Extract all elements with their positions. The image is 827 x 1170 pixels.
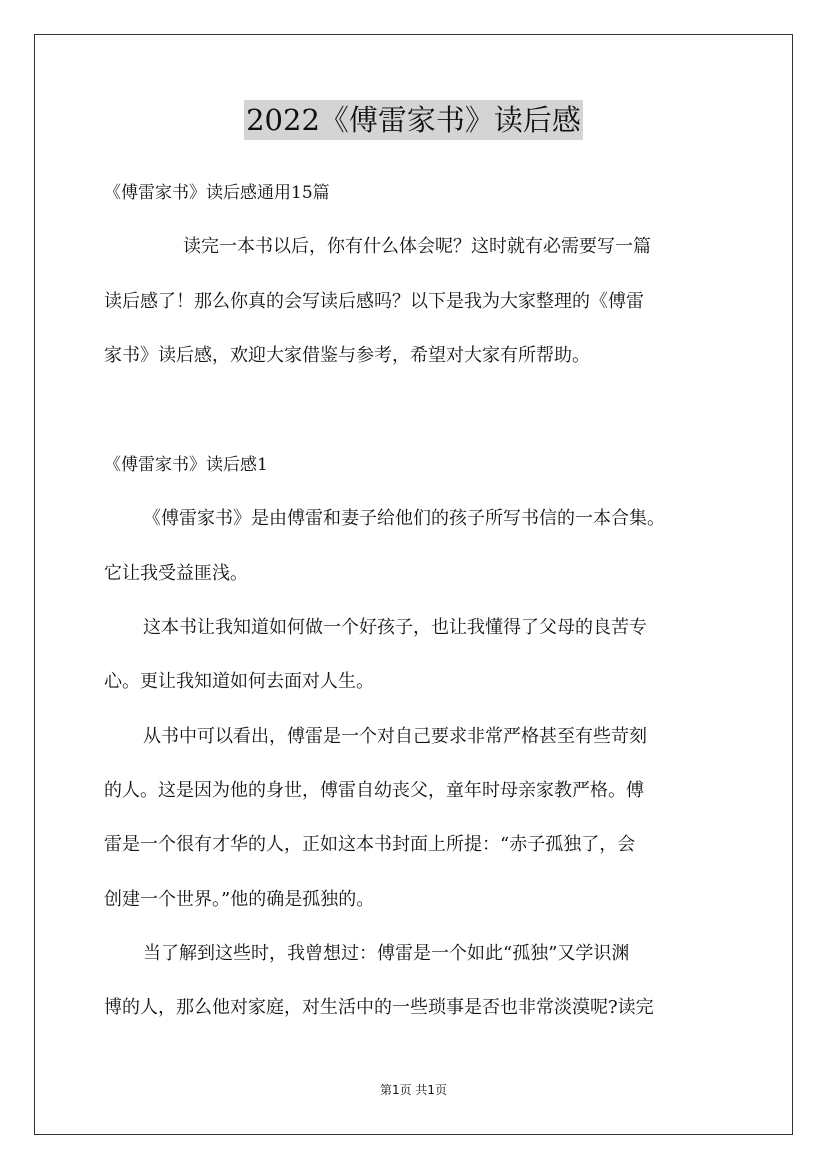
- intro-line: 家书》读后感，欢迎大家借鉴与参考，希望对大家有所帮助。: [104, 345, 590, 366]
- section-heading: 《傅雷家书》读后感1: [104, 455, 268, 475]
- body-line: 它让我受益匪浅。: [104, 563, 248, 584]
- body-line: 博的人，那么他对家庭，对生活中的一些琐事是否也非常淡漠呢?读完: [104, 997, 654, 1018]
- body-line: 创建一个世界。”他的确是孤独的。: [104, 889, 375, 910]
- document-subtitle: 《傅雷家书》读后感通用15篇: [104, 183, 330, 203]
- body-line: 这本书让我知道如何做一个好孩子，也让我懂得了父母的良苦专: [143, 617, 647, 638]
- page-footer: 第1页 共1页: [379, 1083, 448, 1097]
- body-line: 的人。这是因为他的身世，傅雷自幼丧父，童年时母亲家教严格。傅: [104, 780, 644, 801]
- body-line: 从书中可以看出，傅雷是一个对自己要求非常严格甚至有些苛刻: [143, 726, 647, 747]
- body-line: 《傅雷家书》是由傅雷和妻子给他们的孩子所写书信的一本合集。: [143, 508, 665, 529]
- title-container: [0, 100, 827, 140]
- body-line: 当了解到这些时，我曾想过：傅雷是一个如此“孤独”又学识渊: [143, 943, 630, 964]
- body-line: 心。更让我知道如何去面对人生。: [104, 671, 374, 692]
- intro-line: 读完一本书以后，你有什么体会呢？这时就有必需要写一篇: [183, 236, 651, 257]
- document-title: 2022《傅雷家书》读后感: [244, 100, 583, 140]
- body-line: 雷是一个很有才华的人，正如这本书封面上所提：“赤子孤独了，会: [104, 834, 636, 855]
- intro-line: 读后感了！那么你真的会写读后感吗？以下是我为大家整理的《傅雷: [104, 291, 644, 312]
